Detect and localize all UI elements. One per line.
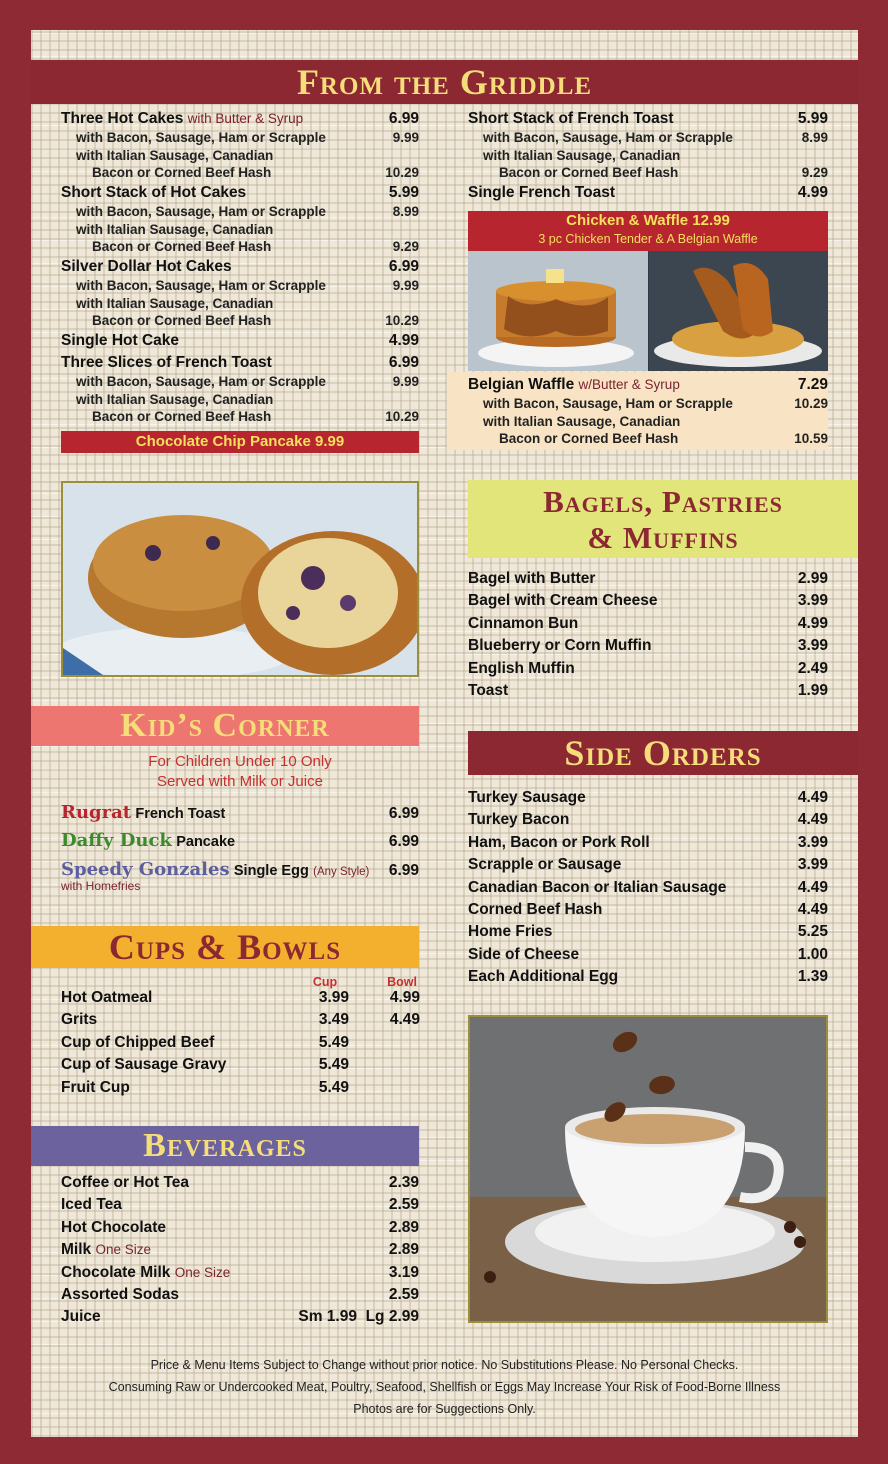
menu-subitem-label: Bacon or Corned Beef Hash: [92, 313, 272, 328]
cups-item-cup-price: 3.49: [318, 1011, 349, 1029]
menu-subitem: [76, 222, 419, 237]
list-item-name: English Muffin: [468, 659, 575, 677]
list-item-name: Bagel with Cream Cheese: [468, 592, 658, 610]
menu-item-label: [468, 110, 674, 128]
kids-item-brand: Speedy Gonzales: [61, 859, 230, 880]
list-item-name: Each Additional Egg: [468, 968, 619, 986]
kids-item-label: [61, 859, 369, 880]
menu-item-price: 5.99: [797, 110, 828, 127]
beverage-item: [61, 1308, 419, 1326]
menu-subitem-price: 8.99: [392, 204, 419, 219]
menu-item-label: [61, 332, 179, 350]
chicken-waffle-banner: [468, 211, 828, 251]
beverage-item: [61, 1286, 419, 1304]
list-item-name: Corned Beef Hash: [468, 901, 603, 918]
cups-item-bowl-price: 4.49: [389, 1011, 420, 1029]
list-item-price: 1.39: [797, 968, 828, 986]
menu-subitem-price: 10.29: [385, 165, 419, 180]
list-item-price: 1.00: [797, 945, 828, 963]
pancake-waffle-image: [468, 251, 828, 371]
menu-item-name: Short Stack of French Toast: [468, 110, 674, 127]
beverage-item-note: One Size: [174, 1264, 231, 1280]
menu-subitem-label: with Italian Sausage, Canadian: [483, 148, 681, 163]
beverage-item-price: Sm 1.99 Lg 2.99: [298, 1308, 419, 1326]
kids-title: Kid’s Corner: [31, 706, 419, 746]
menu-item: [61, 184, 419, 202]
beverage-item-name: Iced Tea: [61, 1196, 122, 1214]
menu-subitem-label: with Bacon, Sausage, Ham or Scrapple: [76, 204, 326, 219]
menu-subitem-price: 9.99: [392, 130, 419, 145]
belgian-sub3-price: 10.59: [794, 431, 828, 446]
list-item-price: 2.99: [797, 570, 828, 587]
list-item: [468, 879, 828, 897]
menu-item-label: [61, 184, 246, 202]
menu-item-label: [61, 258, 232, 276]
beverage-item-label: [61, 1196, 122, 1214]
menu-item-name: Single Hot Cake: [61, 332, 179, 349]
cups-item-cup-price: 5.49: [318, 1078, 349, 1096]
list-item-name: Turkey Sausage: [468, 789, 586, 806]
bagels-title-1: Bagels, Pastries: [543, 484, 783, 519]
menu-item-name: Single French Toast: [468, 184, 615, 201]
menu-subitem-label: Bacon or Corned Beef Hash: [92, 409, 272, 424]
menu-item-note: with Butter & Syrup: [187, 111, 304, 126]
menu-subitem: [499, 165, 828, 180]
menu-subitem-price: 10.29: [385, 409, 419, 424]
kids-item-name: Single Egg: [233, 863, 309, 879]
cups-item-cup-price: 5.49: [318, 1056, 349, 1074]
kids-subtitle: [61, 752, 419, 792]
list-item-name: Home Fries: [468, 923, 553, 941]
belgian-waffle-price: 7.29: [797, 376, 828, 393]
beverage-item-name: Assorted Sodas: [61, 1286, 180, 1303]
menu-subitem: [76, 374, 419, 389]
menu-subitem-label: with Italian Sausage, Canadian: [76, 222, 274, 237]
menu-subitem-label: with Bacon, Sausage, Ham or Scrapple: [76, 278, 326, 293]
menu-subitem-label: with Italian Sausage, Canadian: [76, 148, 274, 163]
list-item-price: 3.99: [797, 592, 828, 610]
beverage-item-label: [61, 1264, 230, 1282]
list-item-price: 3.99: [797, 833, 828, 851]
beverage-item-name: Coffee or Hot Tea: [61, 1174, 190, 1191]
muffin-image: [63, 483, 417, 675]
list-item-name: Side of Cheese: [468, 945, 580, 963]
list-item-price: 4.49: [797, 789, 828, 806]
beverage-item-label: [61, 1308, 101, 1326]
menu-subitem-price: 9.29: [801, 165, 828, 180]
beverage-item: [61, 1174, 419, 1192]
menu-item-price: 6.99: [388, 354, 419, 371]
beverage-item: [61, 1219, 419, 1237]
menu-item-name: Three Hot Cakes: [61, 110, 184, 127]
beverage-item: [61, 1241, 419, 1259]
beverage-item-note: One Size: [95, 1242, 151, 1258]
list-item-name: Bagel with Butter: [468, 570, 596, 587]
list-item-name: Ham, Bacon or Pork Roll: [468, 833, 650, 851]
cups-item-name: Grits: [61, 1011, 98, 1029]
menu-item-name: Short Stack of Hot Cakes: [61, 184, 247, 201]
menu-subitem: [76, 130, 419, 145]
kids-item-brand: Rugrat: [61, 802, 132, 823]
sides-title: Side Orders: [468, 731, 858, 775]
list-item: [468, 946, 828, 964]
footer: [31, 1354, 858, 1420]
list-item: [468, 834, 828, 852]
kids-item: [61, 859, 419, 880]
list-item: [468, 637, 828, 655]
menu-subitem-label: Bacon or Corned Beef Hash: [499, 165, 679, 180]
menu-item-price: 4.99: [797, 184, 828, 201]
belgian-waffle-name: Belgian Waffle: [468, 376, 575, 393]
coffee-image: [470, 1017, 826, 1321]
beverage-item-name: Juice: [61, 1308, 101, 1326]
menu-subitem-label: with Bacon, Sausage, Ham or Scrapple: [483, 130, 733, 145]
menu-item-label: [468, 184, 615, 202]
list-item-price: 4.49: [797, 811, 828, 829]
menu-subitem: [483, 130, 828, 145]
menu-subitem: [92, 239, 419, 254]
kids-item-price: 6.99: [388, 833, 419, 850]
list-item-name: Blueberry or Corn Muffin: [468, 637, 652, 655]
list-item: [468, 615, 828, 633]
menu-subitem: [76, 278, 419, 293]
beverage-item-label: [61, 1174, 189, 1192]
menu-subitem-price: 10.29: [385, 313, 419, 328]
menu-subitem-price: 9.99: [392, 278, 419, 293]
list-item-price: 5.25: [797, 923, 828, 941]
menu-item-label: [61, 110, 303, 128]
bagels-title-2: & Muffins: [587, 520, 739, 555]
menu-subitem: [483, 148, 828, 163]
beverage-item-price: 2.59: [388, 1196, 419, 1214]
beverage-item-name: Chocolate Milk: [61, 1263, 171, 1281]
list-item-price: 3.99: [797, 856, 828, 874]
menu-subitem: [92, 409, 419, 424]
beverages-title: Beverages: [31, 1126, 419, 1166]
beverage-item-price: 3.19: [388, 1263, 419, 1281]
cups-item-cup-price: 3.99: [318, 989, 349, 1006]
cups-item-name: Fruit Cup: [61, 1078, 130, 1096]
list-item: [468, 923, 828, 941]
beverage-item-label: [61, 1241, 151, 1259]
menu-subitem-label: with Italian Sausage, Canadian: [76, 296, 274, 311]
list-item-name: Turkey Bacon: [468, 811, 570, 829]
kids-item-extra: with Homefries: [61, 879, 141, 893]
kids-item: [61, 802, 419, 823]
menu-subitem-price: 9.29: [392, 239, 419, 254]
beverage-item-label: [61, 1219, 166, 1237]
kids-sub1: For Children Under 10 Only: [148, 753, 332, 770]
list-item-name: Toast: [468, 682, 509, 699]
menu-item: [468, 184, 828, 202]
list-item-price: 4.49: [797, 901, 828, 918]
menu-subitem-label: Bacon or Corned Beef Hash: [92, 165, 272, 180]
beverage-item-price: 2.39: [388, 1174, 419, 1191]
beverage-item-name: Hot Chocolate: [61, 1218, 167, 1236]
chicken-waffle-title: Chicken & Waffle 12.99: [566, 212, 730, 229]
coffee-photo: [468, 1015, 828, 1323]
chicken-waffle-sub: 3 pc Chicken Tender & A Belgian Waffle: [538, 232, 758, 246]
kids-item: [61, 830, 419, 851]
menu-item-price: 5.99: [388, 184, 419, 201]
belgian-waffle-row: [468, 376, 828, 394]
menu-subitem: [76, 204, 419, 219]
kids-item-name: French Toast: [135, 806, 226, 822]
beverage-item-name: Milk: [61, 1241, 92, 1259]
menu-subitem-label: with Italian Sausage, Canadian: [76, 392, 274, 407]
list-item-name: Canadian Bacon or Italian Sausage: [468, 878, 727, 896]
list-item: [468, 592, 828, 610]
list-item: [468, 789, 828, 807]
kids-item-price: 6.99: [388, 862, 419, 879]
cups-item-cup-price: 5.49: [318, 1033, 349, 1051]
menu-subitem: [92, 313, 419, 328]
kids-item-note: (Any Style): [313, 866, 370, 878]
list-item-name: Cinnamon Bun: [468, 614, 579, 632]
footer-line-2: Consuming Raw or Undercooked Meat, Poultry, Seafood, Shellfish or Eggs May Increase Your Risk of Food-Borne Illness: [108, 1380, 781, 1394]
menu-item: [61, 354, 419, 372]
cups-item-name: Cup of Sausage Gravy: [61, 1056, 227, 1074]
kids-item-name: Pancake: [176, 834, 236, 850]
menu-item-name: Silver Dollar Hot Cakes: [61, 258, 232, 275]
kids-item-label: [61, 830, 235, 851]
bagels-banner: [468, 480, 858, 558]
belgian-sub3: [499, 431, 828, 446]
list-item: [468, 856, 828, 874]
list-item-price: 2.49: [797, 659, 828, 677]
beverage-item-label: [61, 1286, 179, 1304]
menu-subitem-label: with Bacon, Sausage, Ham or Scrapple: [76, 374, 326, 389]
beverage-item-price: 2.89: [388, 1241, 419, 1259]
beverage-item-price: 2.59: [388, 1286, 419, 1303]
list-item: [468, 682, 828, 700]
menu-item: [468, 110, 828, 128]
footer-line-1: Price & Menu Items Subject to Change without prior notice. No Substitutions Please. No Personal Checks.: [150, 1358, 739, 1372]
menu-subitem-price: 9.99: [392, 374, 419, 389]
pancake-waffle-photo: [468, 251, 828, 371]
menu-item: [61, 332, 419, 350]
menu-item: [61, 110, 419, 128]
belgian-sub1-price: 10.29: [794, 396, 828, 411]
belgian-sub2: [483, 414, 828, 429]
list-item-price: 4.49: [797, 878, 828, 896]
menu-subitem: [76, 296, 419, 311]
menu-subitem: [92, 165, 419, 180]
kids-item-price: 6.99: [388, 805, 419, 822]
menu-item-name: Three Slices of French Toast: [61, 354, 272, 371]
list-item-price: 3.99: [797, 637, 828, 655]
list-item-name: Scrapple or Sausage: [468, 856, 622, 874]
muffin-photo: [61, 481, 419, 677]
beverage-item-price: 2.89: [388, 1218, 419, 1236]
list-item: [468, 570, 828, 588]
cups-title: Cups & Bowls: [31, 926, 419, 968]
cups-item-name: Cup of Chipped Beef: [61, 1033, 215, 1051]
cups-item-name: Hot Oatmeal: [61, 989, 153, 1006]
kids-sub2: Served with Milk or Juice: [157, 773, 323, 790]
belgian-waffle-note: w/Butter & Syrup: [578, 377, 680, 392]
menu-subitem: [76, 392, 419, 407]
menu-item-price: 4.99: [388, 332, 419, 349]
kids-item-label: [61, 802, 225, 823]
beverage-item: [61, 1264, 419, 1282]
menu-subitem-label: with Bacon, Sausage, Ham or Scrapple: [76, 130, 326, 145]
cup-column-header: Cup: [312, 975, 338, 989]
list-item-price: 4.99: [797, 614, 828, 632]
belgian-sub2-label: with Italian Sausage, Canadian: [483, 414, 681, 429]
belgian-sub3-label: Bacon or Corned Beef Hash: [499, 431, 679, 446]
belgian-sub1: [483, 396, 828, 411]
footer-line-3: Photos are for Suggections Only.: [353, 1402, 536, 1416]
menu-item: [61, 258, 419, 276]
menu-subitem-price: 8.99: [801, 130, 828, 145]
cups-item-bowl-price: 4.99: [389, 989, 420, 1006]
griddle-title: From the Griddle: [31, 60, 858, 104]
list-item: [468, 811, 828, 829]
list-item: [468, 968, 828, 986]
menu-subitem: [76, 148, 419, 163]
list-item: [468, 660, 828, 678]
menu-item-price: 6.99: [388, 110, 419, 127]
kids-item-brand: Daffy Duck: [61, 830, 172, 851]
beverage-item: [61, 1196, 419, 1214]
menu-item-label: [61, 354, 272, 372]
list-item: [468, 901, 828, 919]
list-item-price: 1.99: [797, 682, 828, 699]
belgian-sub1-label: with Bacon, Sausage, Ham or Scrapple: [483, 396, 733, 411]
menu-subitem-label: Bacon or Corned Beef Hash: [92, 239, 272, 254]
bowl-column-header: Bowl: [387, 975, 417, 989]
choc-chip-banner: Chocolate Chip Pancake 9.99: [61, 431, 419, 453]
menu-item-price: 6.99: [388, 258, 419, 275]
